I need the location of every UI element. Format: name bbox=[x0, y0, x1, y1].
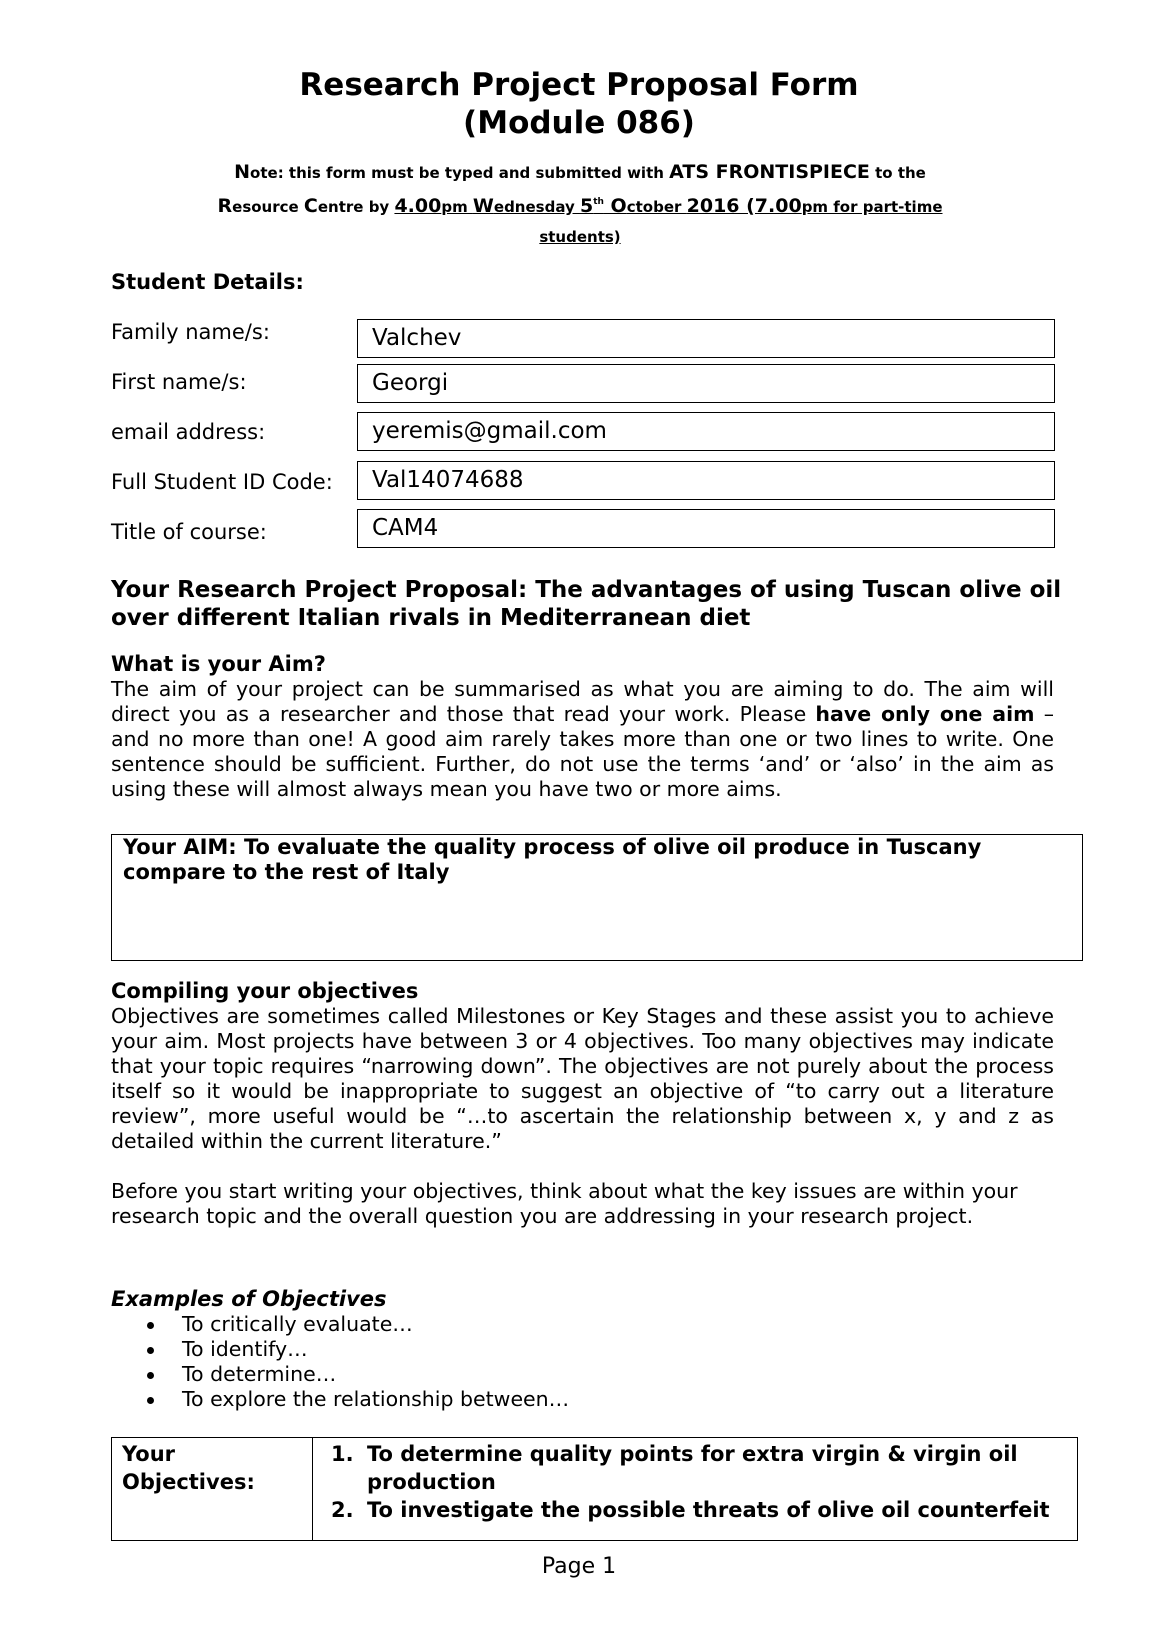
student-details-heading: Student Details: bbox=[111, 270, 304, 294]
objective-text: To determine quality points for extra virgin & virgin oil production bbox=[367, 1442, 1018, 1494]
note-text: esource bbox=[232, 198, 304, 216]
aim-instructions bbox=[111, 677, 1054, 802]
objectives-instructions: Objectives are sometimes called Milestones or Key Stages and these assist you to achieve your aim. Most projects have between 3 or 4 objectives. Too many objectives may indicate that your topic requires “narrowing down”. The objectives are not purely about the process itself so it would be inappropriate to suggest an objective of “to carry out a literature review”, more useful would be “…to ascertain the relationship between x, y and z as detailed within the current literature.” bbox=[111, 1004, 1054, 1153]
objective-item bbox=[331, 1440, 1067, 1496]
note-text: entre by bbox=[317, 198, 395, 216]
note-text: pm bbox=[441, 198, 473, 216]
objectives-cell[interactable] bbox=[313, 1438, 1078, 1541]
family-name-label: Family name/s: bbox=[111, 320, 270, 344]
aim-heading: What is your Aim? bbox=[111, 652, 326, 676]
note-text: N bbox=[234, 161, 251, 183]
aim-instructions-text: The aim of your project can be summarised as what you are aiming to do. The aim will direct you as a researcher and those that read your work. Please bbox=[111, 677, 1054, 726]
proposal-heading: Your Research Project Proposal: The advantages of using Tuscan olive oil over different Italian rivals in Mediterranean diet bbox=[111, 577, 1062, 631]
note-text: C bbox=[303, 195, 318, 217]
examples-heading: Examples of Objectives bbox=[111, 1287, 387, 1311]
objective-item bbox=[331, 1496, 1067, 1524]
objectives-advice: Before you start writing your objectives, think about what the key issues are within your research topic and the overall question you are addressing in your research project. bbox=[111, 1179, 1018, 1228]
note-text: pm for part-time bbox=[801, 198, 943, 216]
note-text: students) bbox=[539, 228, 621, 246]
note-deadline bbox=[394, 195, 942, 247]
email-field[interactable]: yeremis@gmail.com bbox=[357, 412, 1055, 451]
objectives-heading: Compiling your objectives bbox=[111, 979, 419, 1003]
note-deadline-day: 5 bbox=[579, 195, 594, 217]
list-item: To explore the relationship between… bbox=[140, 1387, 569, 1412]
note-text: R bbox=[217, 195, 233, 217]
page-title bbox=[0, 66, 1158, 142]
objectives-table bbox=[111, 1437, 1078, 1541]
objective-text: To investigate the possible threats of olive oil counterfeit bbox=[367, 1498, 1050, 1522]
course-title-label: Title of course: bbox=[111, 520, 267, 544]
note-text: th bbox=[593, 197, 604, 207]
objectives-list bbox=[331, 1440, 1067, 1524]
list-item: To critically evaluate… bbox=[140, 1312, 569, 1337]
family-name-field[interactable]: Valchev bbox=[357, 319, 1055, 358]
objective-number: 2. bbox=[331, 1498, 354, 1522]
note-text: W bbox=[472, 195, 494, 217]
examples-list bbox=[140, 1312, 569, 1412]
note-text: ctober bbox=[626, 198, 687, 216]
page-number: Page 1 bbox=[541, 1554, 617, 1579]
note-deadline-year: 2016 (7.00 bbox=[686, 195, 802, 217]
note-text: to the bbox=[869, 164, 926, 182]
email-label: email address: bbox=[111, 420, 266, 444]
note-text: ednesday bbox=[493, 198, 580, 216]
title-line-2: (Module 086) bbox=[463, 105, 695, 141]
first-name-field[interactable]: Georgi bbox=[357, 364, 1055, 403]
list-item: To determine… bbox=[140, 1362, 569, 1387]
aim-instructions-text: – and no more than one! A good aim rarely takes more than one or two lines to write. One sentence should be sufficient. Further, do not use the terms ‘and’ or ‘also’ in the aim as using these will almost always mean you have two or more aims. bbox=[111, 702, 1054, 801]
note-text: ote: this form must be typed and submitted with bbox=[250, 164, 670, 182]
title-line-1: Research Project Proposal Form bbox=[299, 67, 859, 103]
aim-box[interactable]: Your AIM: To evaluate the quality process of olive oil produce in Tuscany compare to the rest of Italy bbox=[111, 834, 1083, 961]
list-item: To identify… bbox=[140, 1337, 569, 1362]
note-ats-frontispiece: ATS FRONTISPIECE bbox=[669, 161, 870, 183]
objective-number: 1. bbox=[331, 1442, 354, 1466]
submission-note bbox=[100, 158, 1060, 252]
student-id-field[interactable]: Val14074688 bbox=[357, 461, 1055, 500]
first-name-label: First name/s: bbox=[111, 370, 247, 394]
aim-instructions-emphasis: have only one aim bbox=[815, 702, 1035, 726]
note-deadline-time: 4.00 bbox=[394, 195, 442, 217]
objectives-label: Your Objectives: bbox=[112, 1438, 313, 1541]
note-text: O bbox=[603, 195, 627, 217]
student-id-label: Full Student ID Code: bbox=[111, 470, 333, 494]
course-title-field[interactable]: CAM4 bbox=[357, 509, 1055, 548]
